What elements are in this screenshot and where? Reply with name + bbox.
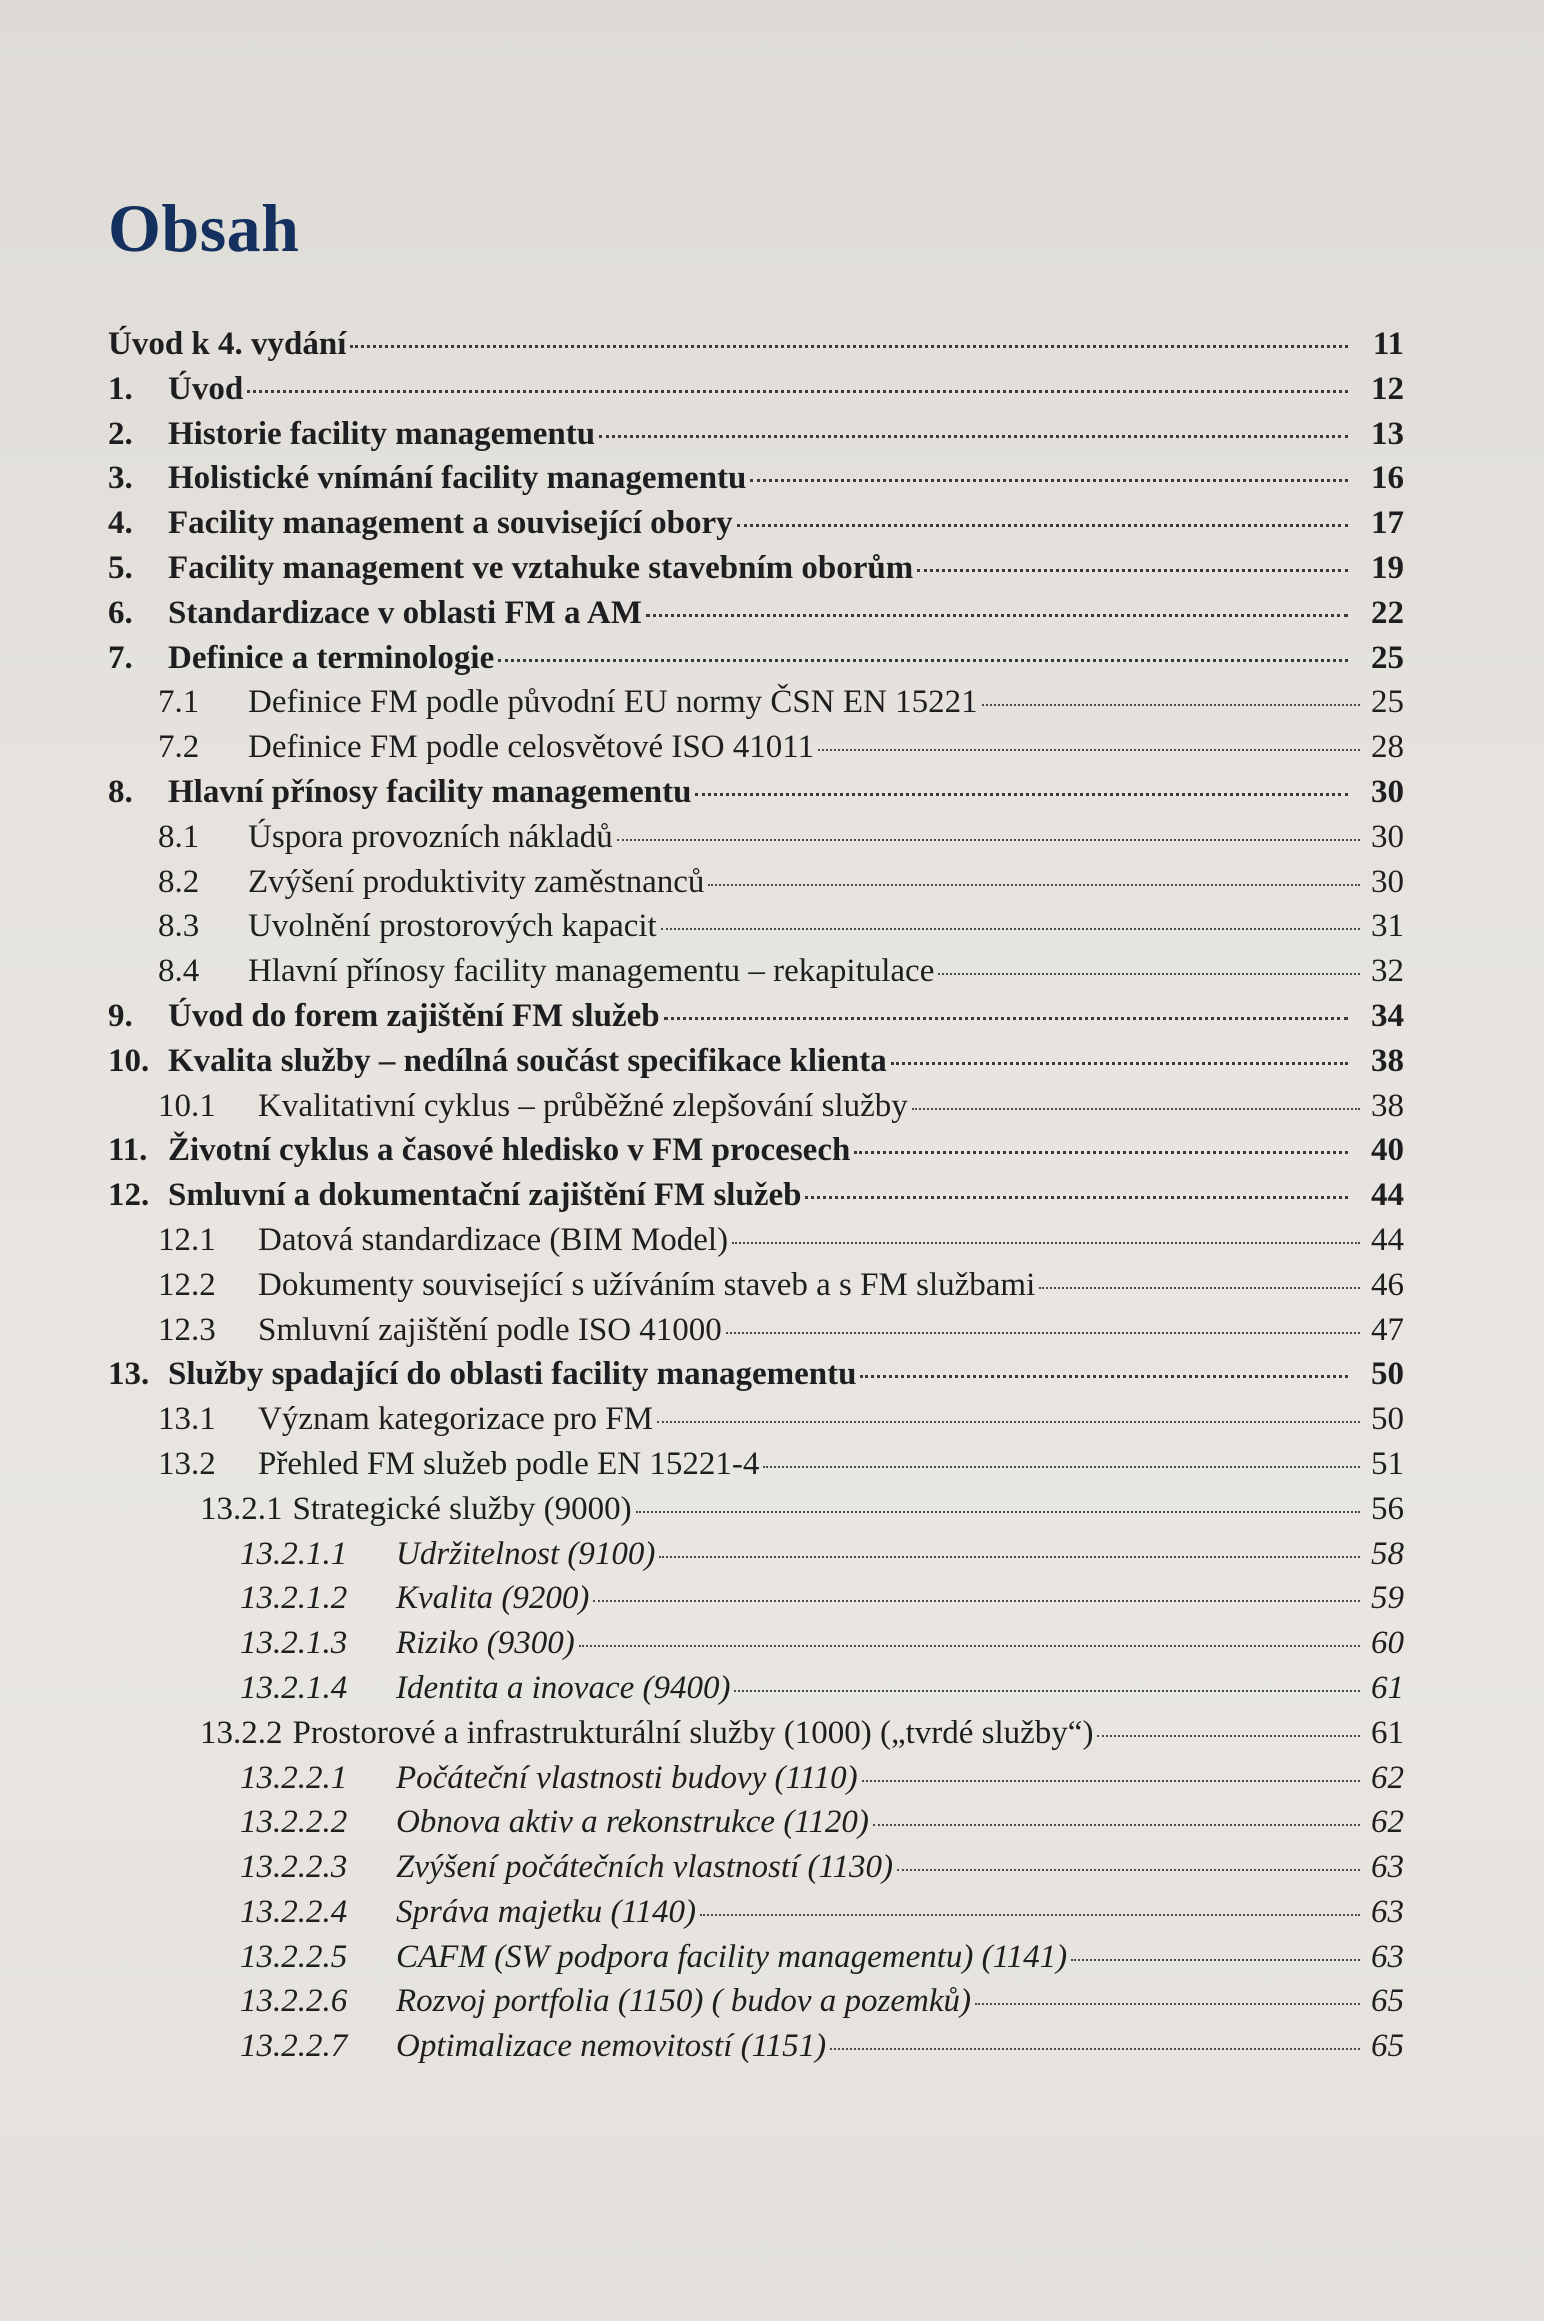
toc-entry-title: Facility management ve vztahuke stavebním oborům [168, 549, 914, 586]
dot-leader [599, 435, 1348, 438]
dot-leader [734, 1690, 1360, 1692]
toc-entry-number: 12.1 [158, 1221, 216, 1258]
dot-leader [917, 569, 1348, 572]
toc-entry-number: 13.2.2.4 [240, 1893, 348, 1930]
toc-entry-page-number: 11 [1372, 326, 1404, 362]
toc-entry-title: Riziko (9300) [396, 1625, 575, 1662]
toc-entry-title: Prostorové a infrastrukturální služby (1000) („tvrdé služby“) [292, 1714, 1094, 1751]
toc-entry-title: Význam kategorizace pro FM [258, 1401, 653, 1438]
dot-leader [763, 1466, 1360, 1468]
toc-entry[interactable] [0, 1218, 1544, 1263]
dot-leader [805, 1196, 1348, 1199]
toc-entry[interactable] [0, 725, 1544, 770]
dot-leader [737, 524, 1348, 527]
dot-leader [912, 1108, 1360, 1110]
toc-entry-page-number: 13 [1371, 415, 1404, 452]
dot-leader [1039, 1287, 1360, 1289]
toc-entry[interactable] [0, 815, 1544, 860]
table-of-contents [0, 322, 1544, 2069]
toc-entry-page-number: 60 [1371, 1625, 1404, 1662]
dot-leader [700, 1914, 1360, 1916]
dot-leader [854, 1151, 1348, 1154]
toc-entry-title: Datová standardizace (BIM Model) [258, 1221, 729, 1258]
toc-entry[interactable] [0, 412, 1544, 457]
dot-leader [891, 1062, 1348, 1065]
toc-entry[interactable] [0, 1935, 1544, 1980]
toc-entry[interactable] [0, 546, 1544, 591]
toc-entry[interactable] [0, 1890, 1544, 1935]
toc-entry-number: 13.2.2.5 [240, 1938, 348, 1975]
toc-entry-title: Facility management a související obory [168, 505, 733, 542]
toc-entry-page-number: 30 [1371, 773, 1404, 810]
toc-entry-title: Identita a inovace (9400) [396, 1669, 731, 1706]
toc-entry-page-number: 30 [1371, 863, 1404, 900]
toc-entry-title: Kvalita služby – nedílná součást specifikace klienta [168, 1042, 887, 1079]
toc-entry-page-number: 65 [1371, 1983, 1404, 2020]
toc-entry[interactable] [0, 1173, 1544, 1218]
toc-entry-title: Kvalitativní cyklus – průběžné zlepšování služby [258, 1087, 908, 1124]
dot-leader [646, 614, 1348, 617]
dot-leader [732, 1242, 1360, 1244]
toc-entry[interactable] [0, 904, 1544, 949]
toc-entry[interactable] [0, 1979, 1544, 2024]
dot-leader [873, 1824, 1360, 1826]
toc-entry[interactable] [0, 1845, 1544, 1890]
toc-entry-number: 12.3 [158, 1311, 216, 1348]
dot-leader [617, 839, 1360, 841]
toc-entry-number: 13.2.2.6 [240, 1983, 348, 2020]
toc-entry[interactable] [0, 367, 1544, 412]
dot-leader [982, 704, 1360, 706]
toc-entry[interactable] [0, 949, 1544, 994]
toc-entry-number: 11. [108, 1132, 148, 1169]
toc-entry-page-number: 63 [1371, 1849, 1404, 1886]
toc-entry-page-number: 25 [1371, 684, 1404, 721]
dot-leader [1097, 1735, 1360, 1737]
toc-entry[interactable] [0, 1442, 1544, 1487]
toc-entry-number: 10. [108, 1042, 150, 1079]
toc-entry[interactable] [0, 1666, 1544, 1711]
toc-entry-number: 8.2 [158, 863, 200, 900]
toc-entry-title: Úvod do forem zajištění FM služeb [168, 997, 660, 1034]
toc-entry-number: 13.2.2.1 [240, 1759, 348, 1796]
toc-entry-number: 13.1 [158, 1401, 216, 1438]
toc-entry-number: 13.2.1.1 [240, 1535, 348, 1572]
toc-entry[interactable] [0, 322, 1544, 367]
toc-entry-page-number: 19 [1371, 549, 1404, 586]
toc-entry-title: Uvolnění prostorových kapacit [248, 908, 657, 945]
toc-entry-title: Přehled FM služeb podle EN 15221-4 [258, 1445, 760, 1482]
toc-entry[interactable] [0, 1308, 1544, 1353]
toc-entry-page-number: 16 [1371, 460, 1404, 497]
toc-entry[interactable] [0, 994, 1544, 1039]
toc-entry-title: Úspora provozních nákladů [248, 818, 613, 855]
toc-entry-page-number: 12 [1371, 370, 1404, 407]
dot-leader [661, 928, 1360, 930]
toc-entry-number: 13.2.2.7 [240, 2028, 348, 2065]
dot-leader [830, 2048, 1360, 2050]
dot-leader [818, 749, 1360, 751]
toc-entry-number: 7.2 [158, 729, 200, 766]
toc-entry-page-number: 28 [1371, 729, 1404, 766]
toc-entry-title: Životní cyklus a časové hledisko v FM procesech [168, 1132, 851, 1169]
dot-leader [726, 1332, 1360, 1334]
toc-entry-page-number: 32 [1371, 953, 1404, 990]
toc-entry-number: 13.2 [158, 1445, 216, 1482]
toc-entry-page-number: 30 [1371, 818, 1404, 855]
dot-leader [1071, 1959, 1360, 1961]
toc-entry-number: 12.2 [158, 1266, 216, 1303]
toc-entry-page-number: 51 [1371, 1445, 1404, 1482]
toc-entry[interactable] [0, 636, 1544, 681]
toc-entry-number: 10.1 [158, 1087, 216, 1124]
dot-leader [659, 1556, 1360, 1558]
toc-entry-page-number: 22 [1371, 594, 1404, 631]
toc-entry-number: 13.2.1 [200, 1490, 283, 1527]
toc-entry-page-number: 65 [1371, 2028, 1404, 2065]
page-title: Obsah [108, 190, 300, 266]
toc-entry-number: 13.2.2.3 [240, 1849, 348, 1886]
dot-leader [938, 973, 1360, 975]
toc-entry-number: 7.1 [158, 684, 200, 721]
toc-entry-title: Definice FM podle celosvětové ISO 41011 [248, 729, 815, 766]
dot-leader [975, 2003, 1360, 2005]
toc-entry-number: 13. [108, 1356, 150, 1393]
dot-leader [708, 884, 1360, 886]
toc-entry-number: 13.2.1.2 [240, 1580, 348, 1617]
toc-entry-number: 9. [108, 997, 133, 1034]
toc-entry-page-number: 17 [1371, 505, 1404, 542]
dot-leader [695, 793, 1348, 796]
toc-entry-page-number: 31 [1371, 908, 1404, 945]
toc-entry-number: 13.2.2.2 [240, 1804, 348, 1841]
dot-leader [247, 390, 1348, 393]
toc-entry-page-number: 34 [1371, 997, 1404, 1034]
toc-entry-page-number: 61 [1371, 1714, 1404, 1751]
toc-entry-number: 13.2.1.4 [240, 1669, 348, 1706]
toc-entry-number: 2. [108, 415, 133, 452]
toc-entry-number: 6. [108, 594, 133, 631]
dot-leader [750, 479, 1348, 482]
toc-entry[interactable] [0, 1532, 1544, 1577]
toc-entry-page-number: 63 [1371, 1893, 1404, 1930]
dot-leader [860, 1375, 1348, 1378]
toc-entry-title: Rozvoj portfolia (1150) ( budov a pozemků) [396, 1983, 971, 2020]
toc-entry[interactable] [0, 591, 1544, 636]
toc-entry-number: 5. [108, 549, 133, 586]
toc-entry[interactable] [0, 1352, 1544, 1397]
toc-entry[interactable] [0, 2024, 1544, 2069]
toc-entry-title: Kvalita (9200) [396, 1580, 590, 1617]
toc-entry[interactable] [0, 1128, 1544, 1173]
toc-entry-page-number: 50 [1371, 1401, 1404, 1438]
toc-entry-title: Hlavní přínosy facility managementu [168, 773, 692, 810]
toc-entry-title: Dokumenty související s užíváním staveb a s FM službami [258, 1266, 1036, 1303]
toc-entry-title: Obnova aktiv a rekonstrukce (1120) [396, 1804, 869, 1841]
toc-entry[interactable] [0, 1084, 1544, 1129]
toc-entry-page-number: 44 [1371, 1177, 1404, 1214]
toc-entry-page-number: 40 [1371, 1132, 1404, 1169]
toc-entry-title: Optimalizace nemovitostí (1151) [396, 2028, 827, 2065]
toc-entry[interactable] [0, 1711, 1544, 1756]
toc-entry-page-number: 38 [1371, 1042, 1404, 1079]
toc-entry-number: 12. [108, 1177, 150, 1214]
toc-entry-page-number: 61 [1371, 1669, 1404, 1706]
dot-leader [498, 659, 1348, 662]
toc-entry-title: Smluvní zajištění podle ISO 41000 [258, 1311, 722, 1348]
toc-entry-title: Počáteční vlastnosti budovy (1110) [396, 1759, 858, 1796]
toc-entry[interactable] [0, 1576, 1544, 1621]
toc-entry-number: 8.4 [158, 953, 200, 990]
toc-entry-page-number: 62 [1371, 1759, 1404, 1796]
toc-entry-title: Služby spadající do oblasti facility managementu [168, 1356, 857, 1393]
dot-leader [593, 1600, 1360, 1602]
toc-entry-number: 7. [108, 639, 133, 676]
toc-entry-page-number: 25 [1371, 639, 1404, 676]
toc-entry-page-number: 46 [1371, 1266, 1404, 1303]
toc-entry-title: Udržitelnost (9100) [396, 1535, 656, 1572]
toc-entry-title: Zvýšení počátečních vlastností (1130) [396, 1849, 894, 1886]
toc-entry-number: 4. [108, 505, 133, 542]
toc-entry-page-number: 47 [1371, 1311, 1404, 1348]
toc-entry[interactable] [0, 1263, 1544, 1308]
toc-entry[interactable] [0, 770, 1544, 815]
toc-entry[interactable] [0, 456, 1544, 501]
dot-leader [664, 1017, 1348, 1020]
toc-entry-number: 13.2.1.3 [240, 1625, 348, 1662]
toc-entry[interactable] [0, 1621, 1544, 1666]
toc-entry-number: 3. [108, 460, 133, 497]
toc-entry-title: Úvod k 4. vydání [108, 326, 347, 362]
toc-entry-number: 1. [108, 370, 133, 407]
toc-entry-page-number: 38 [1371, 1087, 1404, 1124]
toc-entry-title: Zvýšení produktivity zaměstnanců [248, 863, 705, 900]
toc-entry-number: 8.3 [158, 908, 200, 945]
toc-entry-page-number: 59 [1371, 1580, 1404, 1617]
toc-entry[interactable] [0, 501, 1544, 546]
toc-entry-title: Strategické služby (9000) [292, 1490, 632, 1527]
toc-entry[interactable] [0, 1756, 1544, 1801]
toc-entry[interactable] [0, 860, 1544, 905]
toc-entry-title: Historie facility managementu [168, 415, 596, 452]
toc-entry-page-number: 50 [1371, 1356, 1404, 1393]
toc-entry-title: Smluvní a dokumentační zajištění FM služeb [168, 1177, 802, 1214]
toc-entry-page-number: 63 [1371, 1938, 1404, 1975]
toc-entry-title: Definice a terminologie [168, 639, 495, 676]
dot-leader [579, 1645, 1360, 1647]
toc-entry-title: Správa majetku (1140) [396, 1893, 696, 1930]
toc-entry-title: Úvod [168, 370, 244, 407]
toc-entry[interactable] [0, 1039, 1544, 1084]
toc-entry-title: Standardizace v oblasti FM a AM [168, 594, 642, 631]
toc-entry-page-number: 62 [1371, 1804, 1404, 1841]
dot-leader [657, 1421, 1360, 1423]
toc-entry-number: 8.1 [158, 818, 200, 855]
toc-entry-title: Definice FM podle původní EU normy ČSN EN 15221 [248, 684, 978, 721]
toc-entry-title: Hlavní přínosy facility managementu – rekapitulace [248, 953, 935, 990]
toc-entry-page-number: 58 [1371, 1535, 1404, 1572]
dot-leader [636, 1511, 1360, 1513]
toc-entry[interactable] [0, 1800, 1544, 1845]
toc-entry-number: 13.2.2 [200, 1714, 283, 1751]
toc-entry-title: Holistické vnímání facility managementu [168, 460, 747, 497]
toc-entry[interactable] [0, 1487, 1544, 1532]
toc-entry[interactable] [0, 680, 1544, 725]
dot-leader [862, 1780, 1360, 1782]
toc-entry[interactable] [0, 1397, 1544, 1442]
toc-entry-title: CAFM (SW podpora facility managementu) (1141) [396, 1938, 1068, 1975]
toc-entry-number: 8. [108, 773, 133, 810]
toc-entry-page-number: 44 [1371, 1221, 1404, 1258]
dot-leader [897, 1869, 1360, 1871]
toc-entry-page-number: 56 [1371, 1490, 1404, 1527]
dot-leader [350, 345, 1348, 348]
